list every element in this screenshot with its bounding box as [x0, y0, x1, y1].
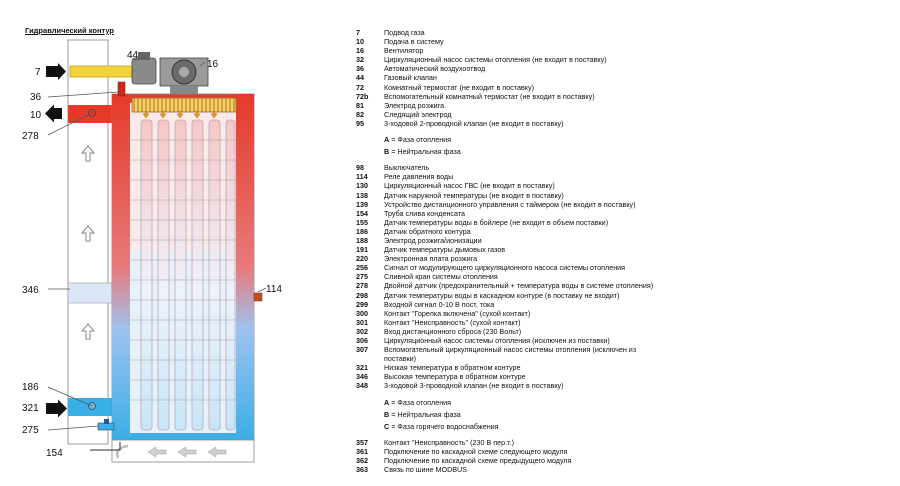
legend-row [356, 291, 656, 300]
legend-phase [356, 398, 656, 407]
legend-row [356, 345, 656, 363]
legend-text: Следящий электрод [384, 109, 452, 119]
legend-row [356, 372, 656, 381]
legend-text: Циркуляционный насос системы отопления (не входит в поставку) [384, 55, 607, 65]
legend-row [356, 254, 656, 263]
legend-row [356, 37, 656, 46]
fan [160, 58, 208, 94]
legend-group-2 [356, 163, 656, 390]
legend-code: 361 [356, 446, 368, 456]
legend-row [356, 218, 656, 227]
legend-code: 191 [356, 245, 368, 255]
legend-text: Подача в систему [384, 37, 444, 47]
legend-text: Реле давления воды [384, 172, 454, 182]
legend-code: 81 [356, 100, 364, 110]
flue-bottom [112, 440, 254, 462]
legend-row [356, 92, 656, 101]
diagram-title: Гидравлический контур [25, 26, 115, 35]
legend-text: 3-ходовой 2-проводной клапан (не входит в поставку) [384, 118, 564, 128]
legend-text: Газовый клапан [384, 73, 437, 83]
legend-text: Высокая температура в обратном контуре [384, 372, 526, 382]
legend-row [356, 281, 656, 290]
legend-text: Сливной кран системы отопления [384, 272, 498, 282]
label-275: 275 [22, 425, 39, 436]
legend-code: 299 [356, 299, 368, 309]
legend-text: Устройство дистанционного управления с таймером (не входит в поставку) [384, 199, 636, 209]
label-321: 321 [22, 403, 39, 414]
legend-code: 302 [356, 326, 368, 336]
legend-row [356, 181, 656, 190]
legend-code: 154 [356, 208, 368, 218]
label-16: 16 [207, 59, 219, 70]
label-278: 278 [22, 131, 39, 142]
legend-row [356, 209, 656, 218]
legend-text: Низкая температура в обратном контуре [384, 363, 521, 373]
legend-code: 16 [356, 46, 364, 56]
legend-text: Контакт "Неисправность" (сухой контакт) [384, 317, 521, 327]
legend-text: Датчик наружной температуры (не входит в поставку) [384, 190, 564, 200]
legend-text: Двойной датчик (предохранительный + температура воды в системе отопления) [384, 281, 654, 291]
legend-text: Вентилятор [384, 46, 424, 56]
legend-code: 139 [356, 199, 368, 209]
outlet-arrow [45, 105, 62, 123]
legend-code: 32 [356, 55, 364, 65]
legend-text: Датчик температуры воды в бойлере (не входит в объем поставки) [384, 217, 609, 227]
legend-row [356, 200, 656, 209]
legend-text: Циркуляционный насос ГВС (не входит в поставку) [384, 181, 555, 191]
legend-row [356, 191, 656, 200]
label-36: 36 [30, 92, 42, 103]
legend-row [356, 465, 656, 474]
legend-phase [356, 422, 656, 431]
phase-text: = Фаза отопления [389, 135, 452, 145]
label-114: 114 [266, 284, 282, 295]
legend-row [356, 447, 656, 456]
legend-code: 300 [356, 308, 368, 318]
legend-phases-1 [356, 135, 656, 156]
legend-code: 348 [356, 381, 368, 391]
legend-code: 72b [356, 91, 369, 101]
phase-text: = Нейтральная фаза [389, 409, 461, 419]
burner [132, 98, 236, 112]
phase-letter: A [384, 135, 390, 145]
legend-code: 357 [356, 437, 368, 447]
legend-row [356, 101, 656, 110]
air-vent [118, 82, 125, 96]
legend-row [356, 336, 656, 345]
legend-code: 186 [356, 226, 368, 236]
legend-code: 275 [356, 272, 368, 282]
legend-code: 301 [356, 317, 368, 327]
legend-row [356, 110, 656, 119]
phase-letter: C [384, 421, 390, 431]
label-186: 186 [22, 382, 39, 393]
return-arrow [46, 400, 67, 418]
legend-code: 44 [356, 73, 364, 83]
label-346: 346 [22, 285, 39, 296]
legend-row [356, 28, 656, 37]
legend-row [356, 73, 656, 82]
legend-text: Выключатель [384, 163, 430, 173]
label-44: 44 [127, 50, 139, 61]
legend-text: Датчик температуры воды в каскадном контуре (в поставку не входит) [384, 290, 620, 300]
legend-row [356, 438, 656, 447]
phase-letter: B [384, 409, 390, 419]
legend-code: 307 [356, 345, 368, 355]
legend-row [356, 300, 656, 309]
legend-text: Автоматический воздухоотвод [384, 64, 486, 74]
phase-text: = Фаза горячего водоснабжения [389, 421, 499, 431]
legend-text: Датчик обратного контура [384, 226, 471, 236]
legend-code: 7 [356, 28, 360, 37]
legend-code: 278 [356, 281, 368, 291]
legend-code: 72 [356, 82, 364, 92]
legend-phase [356, 147, 656, 156]
legend-code: 363 [356, 465, 368, 475]
legend-code: 98 [356, 163, 364, 173]
legend-row [356, 327, 656, 336]
legend-code: 298 [356, 290, 368, 300]
phase-text: = Нейтральная фаза [389, 147, 461, 157]
legend-code: 362 [356, 456, 368, 466]
legend-text: Электрод розжига/ионизации [384, 235, 482, 245]
label-10: 10 [30, 110, 42, 121]
legend-row [356, 318, 656, 327]
legend-code: 346 [356, 372, 368, 382]
pressure-switch-114 [254, 293, 262, 301]
legend-text: 3-ходовой 3-проводной клапан (не входит в поставку) [384, 381, 564, 391]
legend-text: Вход дистанционного сброса (230 Вольт) [384, 326, 522, 336]
legend-code: 138 [356, 190, 368, 200]
gas-inlet-pipe [70, 66, 132, 77]
legend-text: Электронная плата розжига [384, 254, 478, 264]
legend-text: Сигнал от модулирующего циркуляционного насоса системы отопления [384, 263, 626, 273]
legend-text: Вспомогательный комнатный термостат (не входит в поставку) [384, 91, 595, 101]
legend-code: 114 [356, 172, 368, 182]
phase-letter: B [384, 147, 390, 157]
legend-phase [356, 410, 656, 419]
legend-row [356, 363, 656, 372]
legend-text: Вспомогательный циркуляционный насос системы отопления (исключен из поставки) [384, 345, 637, 364]
legend-text: Подключение по каскадной схеме предыдущего модуля [384, 456, 572, 466]
legend-text: Контакт "Горелка включена" (сухой контакт) [384, 308, 531, 318]
legend-code: 321 [356, 363, 368, 373]
legend-text: Электрод розжига [384, 100, 445, 110]
legend-text: Датчик температуры дымовых газов [384, 245, 506, 255]
legend-row [356, 119, 656, 128]
legend-text: Подключение по каскадной схеме следующего модуля [384, 446, 568, 456]
legend-row [356, 227, 656, 236]
legend-row [356, 263, 656, 272]
legend-code: 36 [356, 64, 364, 74]
legend-row [356, 64, 656, 73]
legend-code: 10 [356, 37, 364, 47]
legend-code: 82 [356, 109, 364, 119]
legend-code: 220 [356, 254, 368, 264]
legend-text: Труба слива конденсата [384, 208, 466, 218]
label-7: 7 [35, 67, 41, 78]
legend-code: 256 [356, 263, 368, 273]
legend-row [356, 309, 656, 318]
phase-letter: A [384, 397, 390, 407]
legend-row [356, 272, 656, 281]
legend-row [356, 55, 656, 64]
legend-row [356, 245, 656, 254]
legend-row [356, 163, 656, 172]
legend-code: 95 [356, 118, 364, 128]
legend-row [356, 46, 656, 55]
legend-code: 130 [356, 181, 368, 191]
legend-phases-2 [356, 398, 656, 431]
legend-code: 188 [356, 235, 368, 245]
legend-phase [356, 135, 656, 144]
legend-code: 306 [356, 336, 368, 345]
legend-text: Входной сигнал 0-10 В пост. тока [384, 299, 495, 309]
legend-text: Связь по шине MODBUS [384, 465, 468, 475]
legend-group-3 [356, 438, 656, 474]
legend-text: Контакт "Неисправность" (230 В пер.т.) [384, 437, 515, 447]
legend-text: Подвод газа [384, 28, 425, 37]
legend-row [356, 381, 656, 390]
legend [356, 28, 656, 474]
gas-arrow [46, 63, 66, 80]
label-154: 154 [46, 448, 63, 459]
phase-text: = Фаза отопления [389, 397, 452, 407]
legend-group-1 [356, 28, 656, 128]
legend-code: 155 [356, 217, 368, 227]
legend-text: Циркуляционный насос системы отопления (исключен из поставки) [384, 336, 610, 345]
legend-row [356, 456, 656, 465]
legend-row [356, 236, 656, 245]
legend-text: Комнатный термостат (не входит в поставку) [384, 82, 535, 92]
legend-row [356, 172, 656, 181]
legend-row [356, 83, 656, 92]
hydraulic-diagram [0, 0, 350, 486]
